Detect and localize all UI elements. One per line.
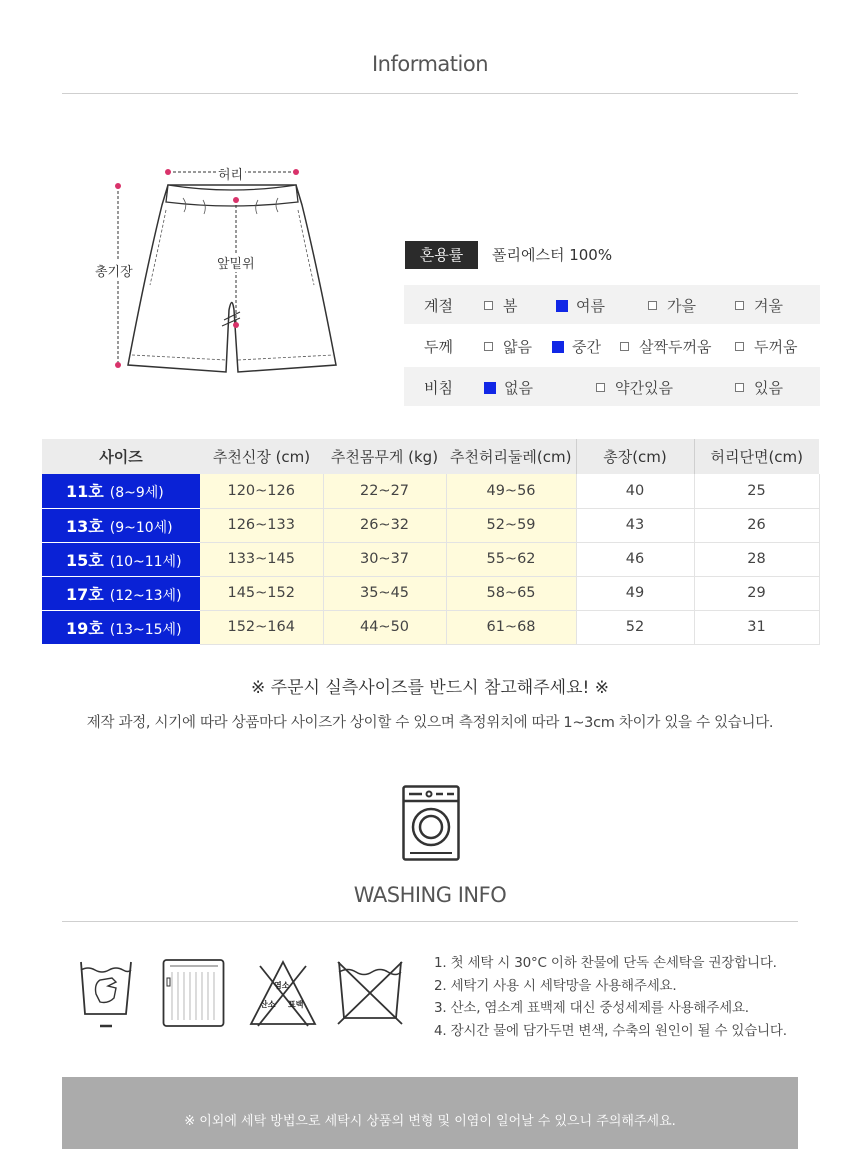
header-height: 추천신장 (cm) (200, 439, 323, 474)
weight-cell: 44~50 (323, 610, 446, 644)
spec-label: 비침 (424, 379, 453, 397)
spec-label: 계절 (424, 297, 453, 315)
washing-instructions (434, 952, 787, 1042)
list-item: 2. 세탁기 사용 시 세탁망을 사용해주세요. (434, 977, 677, 994)
size-variance-notice: 제작 과정, 시기에 따라 상품마다 사이즈가 상이할 수 있으며 측정위치에 따라 1~3cm 차이가 있을 수 있습니다. (86, 715, 774, 731)
height-cell: 145~152 (200, 576, 323, 610)
fabric-value: 폴리에스터 100% (492, 246, 613, 264)
season-option-spring: 봄 (484, 295, 518, 316)
shorts-diagram (88, 160, 348, 385)
fabric-label: 혼용률 (405, 241, 478, 269)
waist-cell: 61~68 (446, 610, 576, 644)
table-row (42, 576, 819, 610)
laundry-net-icon (162, 958, 226, 1030)
sheer-option-none: 없음 (484, 377, 533, 398)
size-notice: ※ 주문시 실측사이즈를 반드시 참고해주세요! ※ (251, 678, 609, 698)
height-cell: 120~126 (200, 474, 323, 508)
season-option-winter: 겨울 (735, 295, 783, 316)
half-waist-cell: 26 (694, 508, 819, 542)
weight-cell: 35~45 (323, 576, 446, 610)
size-table (42, 439, 820, 645)
weight-cell: 30~37 (323, 542, 446, 576)
washing-info-title: WASHING INFO (353, 883, 507, 907)
bleach-label-bleach: 표백 (288, 1000, 304, 1009)
bleach-label-oxygen: 산소 (260, 1000, 276, 1009)
weight-cell: 22~27 (323, 474, 446, 508)
spec-label: 두께 (424, 338, 453, 356)
spec-row-season (404, 285, 820, 324)
divider (62, 93, 798, 94)
table-row (42, 474, 819, 508)
size-cell: 17호 (12~13세) (42, 576, 200, 610)
height-cell: 126~133 (200, 508, 323, 542)
length-label: 총기장 (93, 261, 135, 280)
half-waist-cell: 28 (694, 542, 819, 576)
season-option-summer: 여름 (556, 295, 605, 316)
header-half-waist: 허리단면(cm) (694, 439, 819, 474)
information-title: Information (371, 52, 489, 76)
season-option-fall: 가을 (648, 295, 696, 316)
sheer-option-slight: 약간있음 (596, 377, 673, 398)
length-cell: 46 (576, 542, 694, 576)
list-item: 4. 장시간 물에 담가두면 변색, 수축의 원인이 될 수 있습니다. (434, 1022, 787, 1039)
list-item: 3. 산소, 염소계 표백제 대신 중성세제를 사용해주세요. (434, 1000, 749, 1016)
length-cell: 43 (576, 508, 694, 542)
divider (62, 921, 798, 922)
no-bleach-icon (248, 958, 318, 1030)
no-bleach-symbol (248, 958, 318, 1030)
size-cell: 19호 (13~15세) (42, 610, 200, 644)
footer-notice: ※ 이외에 세탁 방법으로 세탁시 상품의 변형 및 이염이 일어날 수 있으니 주의해주세요. (62, 1077, 798, 1149)
size-cell: 11호 (8~9세) (42, 474, 200, 508)
header-weight: 추천몸무게 (kg) (323, 439, 446, 474)
thickness-option-slightly-thick: 살짝두꺼움 (620, 336, 711, 357)
rise-label: 앞밑위 (215, 253, 257, 272)
table-row (42, 542, 819, 576)
size-cell: 13호 (9~10세) (42, 508, 200, 542)
half-waist-cell: 31 (694, 610, 819, 644)
waist-cell: 52~59 (446, 508, 576, 542)
length-cell: 49 (576, 576, 694, 610)
half-waist-cell: 29 (694, 576, 819, 610)
half-waist-cell: 25 (694, 474, 819, 508)
thickness-option-thin: 얇음 (484, 336, 532, 357)
height-cell: 152~164 (200, 610, 323, 644)
bleach-label-chlorine: 염소 (274, 981, 290, 990)
header-length: 총장(cm) (576, 439, 694, 474)
washing-machine-icon (402, 785, 460, 861)
table-row (42, 610, 819, 644)
length-cell: 52 (576, 610, 694, 644)
header-waist: 추천허리둘레(cm) (446, 439, 576, 474)
table-row (42, 508, 819, 542)
length-cell: 40 (576, 474, 694, 508)
list-item: 1. 첫 세탁 시 30°C 이하 찬물에 단독 손세탁을 권장합니다. (434, 955, 777, 971)
waist-cell: 58~65 (446, 576, 576, 610)
waist-label: 허리 (216, 164, 245, 183)
waist-cell: 49~56 (446, 474, 576, 508)
hand-wash-icon (78, 958, 138, 1030)
no-machine-wash-icon (336, 958, 406, 1030)
thickness-option-thick: 두꺼움 (735, 336, 797, 357)
thickness-option-medium: 중간 (552, 336, 601, 357)
weight-cell: 26~32 (323, 508, 446, 542)
waist-cell: 55~62 (446, 542, 576, 576)
height-cell: 133~145 (200, 542, 323, 576)
spec-row-sheerness (404, 367, 820, 406)
header-size: 사이즈 (42, 439, 200, 474)
size-cell: 15호 (10~11세) (42, 542, 200, 576)
size-table-header (42, 439, 819, 474)
sheer-option-yes: 있음 (735, 377, 783, 398)
spec-row-thickness (404, 326, 820, 365)
